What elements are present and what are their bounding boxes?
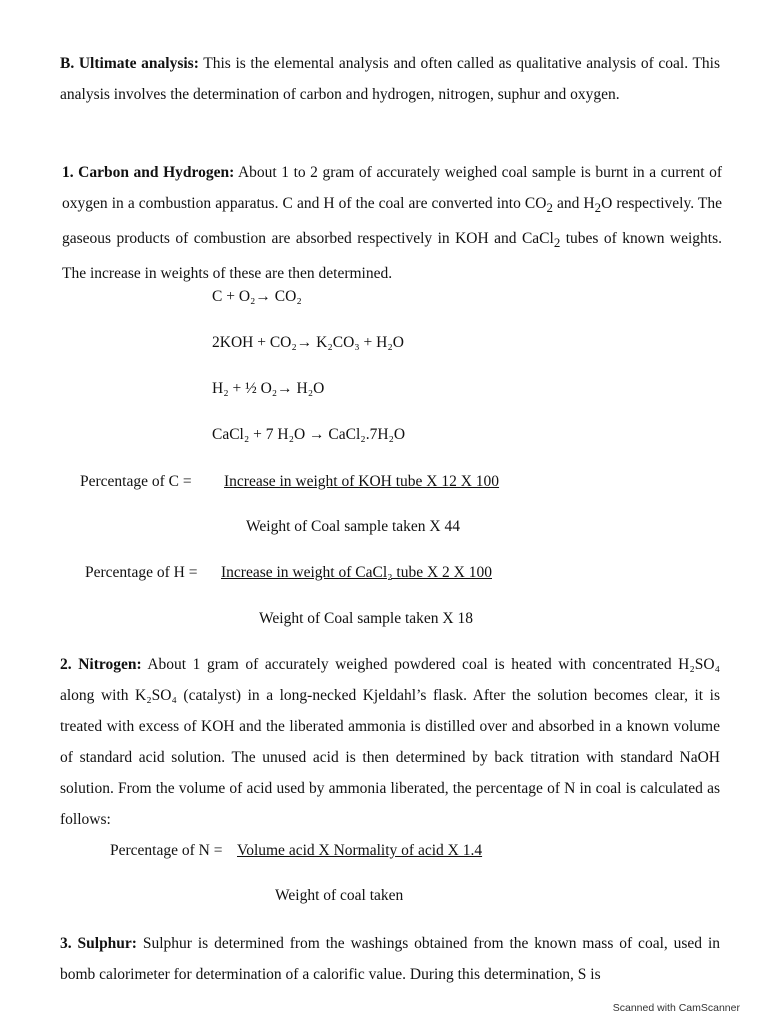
cacl2-subscript: 2 xyxy=(553,235,561,251)
equation-koh-absorption: 2KOH + CO₂→ K₂CO₃ + H₂O xyxy=(212,334,404,351)
equation-hydrogen-combustion: H₂ + ½ O₂→ H₂O xyxy=(212,380,325,397)
equation-cacl2-absorption: CaCl₂ + 7 H₂O → CaCl₂.7H₂O xyxy=(212,426,406,443)
scanner-watermark: Scanned with CamScanner xyxy=(612,1002,740,1014)
equation-carbon-combustion: C + O₂→ CO₂ xyxy=(212,288,302,305)
formula-h-numerator: Increase in weight of CaCl₂ tube X 2 X 100 xyxy=(221,564,492,581)
nitrogen-paragraph xyxy=(60,649,720,835)
nitrogen-text: About 1 gram of accurately weighed powdered coal is heated with concentrated H₂SO₄ along with K₂SO₄ (catalyst) in a long-necked Kjeldahl’s flask. After the solution becomes clear, it is treated with excess of KOH and the liberated ammonia is distilled over and absorbed in a known volume of standard acid solution. The unused acid is then determined by back titration with standard NaOH solution. From the volume of acid used by ammonia liberated, the percentage of N in coal is calculated as follows: xyxy=(60,656,720,828)
formula-c-denominator: Weight of Coal sample taken X 44 xyxy=(246,518,460,535)
formula-n-label: Percentage of N = xyxy=(110,842,223,859)
h2o-subscript: 2 xyxy=(594,200,602,216)
nitrogen-heading: 2. Nitrogen: xyxy=(60,656,142,673)
ultimate-analysis-paragraph xyxy=(60,48,720,110)
carbon-hydrogen-text-2: and H xyxy=(552,195,595,212)
formula-n-denominator: Weight of coal taken xyxy=(275,887,404,904)
co2-subscript: 2 xyxy=(546,200,553,216)
carbon-hydrogen-heading: 1. Carbon and Hydrogen: xyxy=(62,164,235,181)
formula-n-numerator: Volume acid X Normality of acid X 1.4 xyxy=(237,842,483,859)
formula-c-numerator: Increase in weight of KOH tube X 12 X 100 xyxy=(224,473,500,490)
ultimate-analysis-text: This is the elemental analysis and often called as qualitative analysis of coal. This analysis involves the determination of carbon and hydrogen, nitrogen, suphur and oxygen. xyxy=(60,55,721,103)
formula-h-label: Percentage of H = xyxy=(85,564,198,581)
sulphur-heading: 3. Sulphur: xyxy=(60,935,137,952)
ultimate-analysis-heading: B. Ultimate analysis: xyxy=(60,55,199,72)
sulphur-paragraph xyxy=(60,928,720,990)
carbon-hydrogen-text-4: tubes of known weights. The increase in weights of these are then determined. xyxy=(62,230,722,283)
carbon-hydrogen-text-1: About 1 to 2 gram of accurately weighed coal sample is burnt in a current of oxygen in a combustion apparatus. C and H of the coal are converted into CO xyxy=(62,164,723,212)
formula-c-label: Percentage of C = xyxy=(80,473,192,490)
sulphur-text: Sulphur is determined from the washings obtained from the known mass of coal, used in bomb calorimeter for determination of a calorific value. During this determination, S is xyxy=(60,935,721,983)
carbon-hydrogen-paragraph xyxy=(62,157,722,289)
formula-h-denominator: Weight of Coal sample taken X 18 xyxy=(259,610,473,627)
carbon-hydrogen-text-3: O respectively. The gaseous products of combustion are absorbed respectively in KOH and CaCl xyxy=(62,195,723,248)
